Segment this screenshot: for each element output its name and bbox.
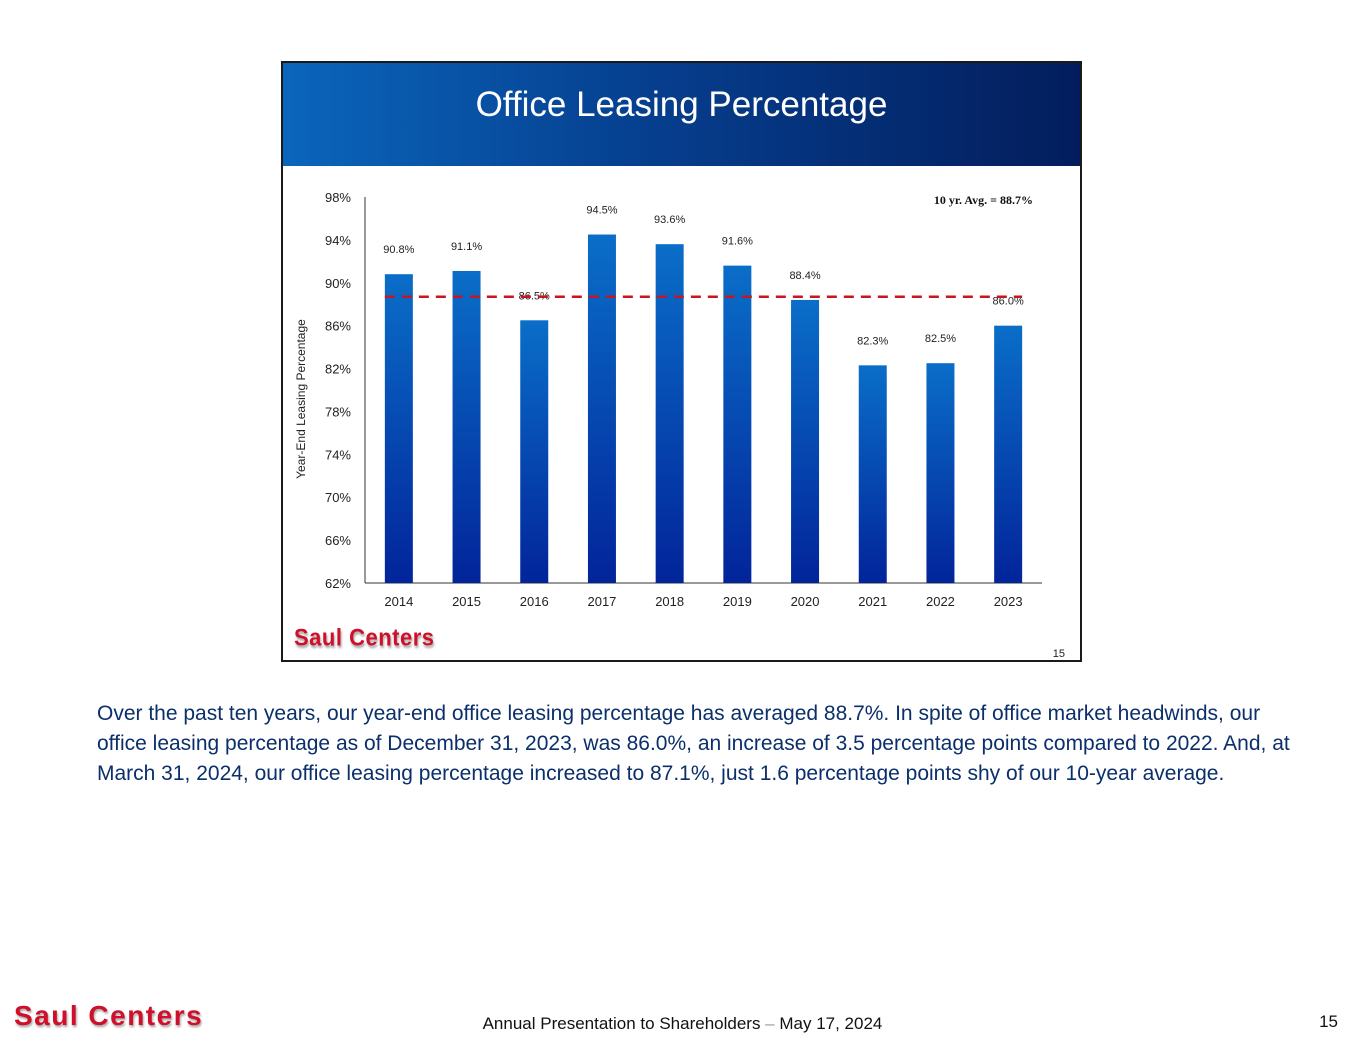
bar xyxy=(791,300,819,583)
y-tick-label: 66% xyxy=(324,533,351,549)
y-tick-label: 98% xyxy=(324,190,351,205)
bar xyxy=(994,326,1022,583)
average-label: 10 yr. Avg. = 88.7% xyxy=(933,193,1033,207)
y-tick-label: 94% xyxy=(324,232,351,248)
footer-caption-date: May 17, 2024 xyxy=(774,1014,883,1033)
footer-caption-start: Annual Presentation to Shareholders xyxy=(482,1014,766,1033)
bar xyxy=(385,274,413,583)
footer-page-number: 15 xyxy=(1319,1012,1338,1031)
x-tick-label: 2016 xyxy=(519,594,549,609)
y-tick-label: 74% xyxy=(324,447,351,463)
x-tick-label: 2020 xyxy=(790,594,820,609)
slide-brand-logo: Saul Centers xyxy=(294,623,435,652)
footer-caption xyxy=(0,1014,1365,1034)
bar xyxy=(656,244,684,583)
x-tick-label: 2018 xyxy=(655,594,685,609)
x-tick-label: 2021 xyxy=(858,594,888,609)
y-tick-label: 70% xyxy=(324,490,351,506)
y-tick-label: 90% xyxy=(324,275,351,291)
slide-page-number: 15 xyxy=(1052,648,1065,660)
x-tick-label: 2023 xyxy=(993,594,1023,609)
y-tick-label: 82% xyxy=(324,361,351,377)
bar xyxy=(453,271,481,583)
x-tick-label: 2022 xyxy=(925,594,955,609)
bar-value-label: 91.1% xyxy=(450,240,483,253)
bar-value-label: 86.5% xyxy=(518,290,550,303)
bar-value-label: 82.3% xyxy=(857,335,889,348)
bar-value-label: 91.6% xyxy=(721,235,753,248)
chart-title: Office Leasing Percentage xyxy=(475,85,888,124)
bar-chart xyxy=(283,63,1080,660)
bar xyxy=(926,363,954,583)
narrative-text: Over the past ten years, our year-end office leasing percentage has averaged 88.7%. In spite of office market headwinds, our office leasing percentage as of December 31, 2023, was 86.0%, an increase of 3.5 percentage points compared to 2022. And, at March 31, 2024, our office leasing percentage increased to 87.1%, just 1.6 percentage points shy of our 10-year average. xyxy=(97,702,1290,785)
slide-frame xyxy=(281,61,1082,662)
bar-value-label: 86.0% xyxy=(992,295,1024,308)
y-tick-label: 86% xyxy=(324,318,351,334)
footer-caption-dash: – xyxy=(765,1014,775,1033)
bar xyxy=(588,235,616,583)
x-tick-label: 2017 xyxy=(587,594,617,609)
bar-value-label: 90.8% xyxy=(383,244,415,257)
y-tick-label: 78% xyxy=(324,404,351,420)
bar-value-label: 82.5% xyxy=(924,333,957,346)
bar xyxy=(723,266,751,583)
bar-value-label: 94.5% xyxy=(586,204,618,217)
bar xyxy=(520,320,548,583)
x-tick-label: 2019 xyxy=(722,594,752,609)
bar xyxy=(859,365,887,583)
x-tick-label: 2015 xyxy=(452,594,482,609)
y-tick-label: 62% xyxy=(324,576,351,591)
y-axis-title: Year-End Leasing Percentage xyxy=(294,319,308,479)
bar-value-label: 88.4% xyxy=(789,269,821,282)
bar-value-label: 93.6% xyxy=(654,214,686,227)
x-tick-label: 2014 xyxy=(384,594,414,609)
footer-brand-logo: Saul Centers xyxy=(14,1000,204,1031)
